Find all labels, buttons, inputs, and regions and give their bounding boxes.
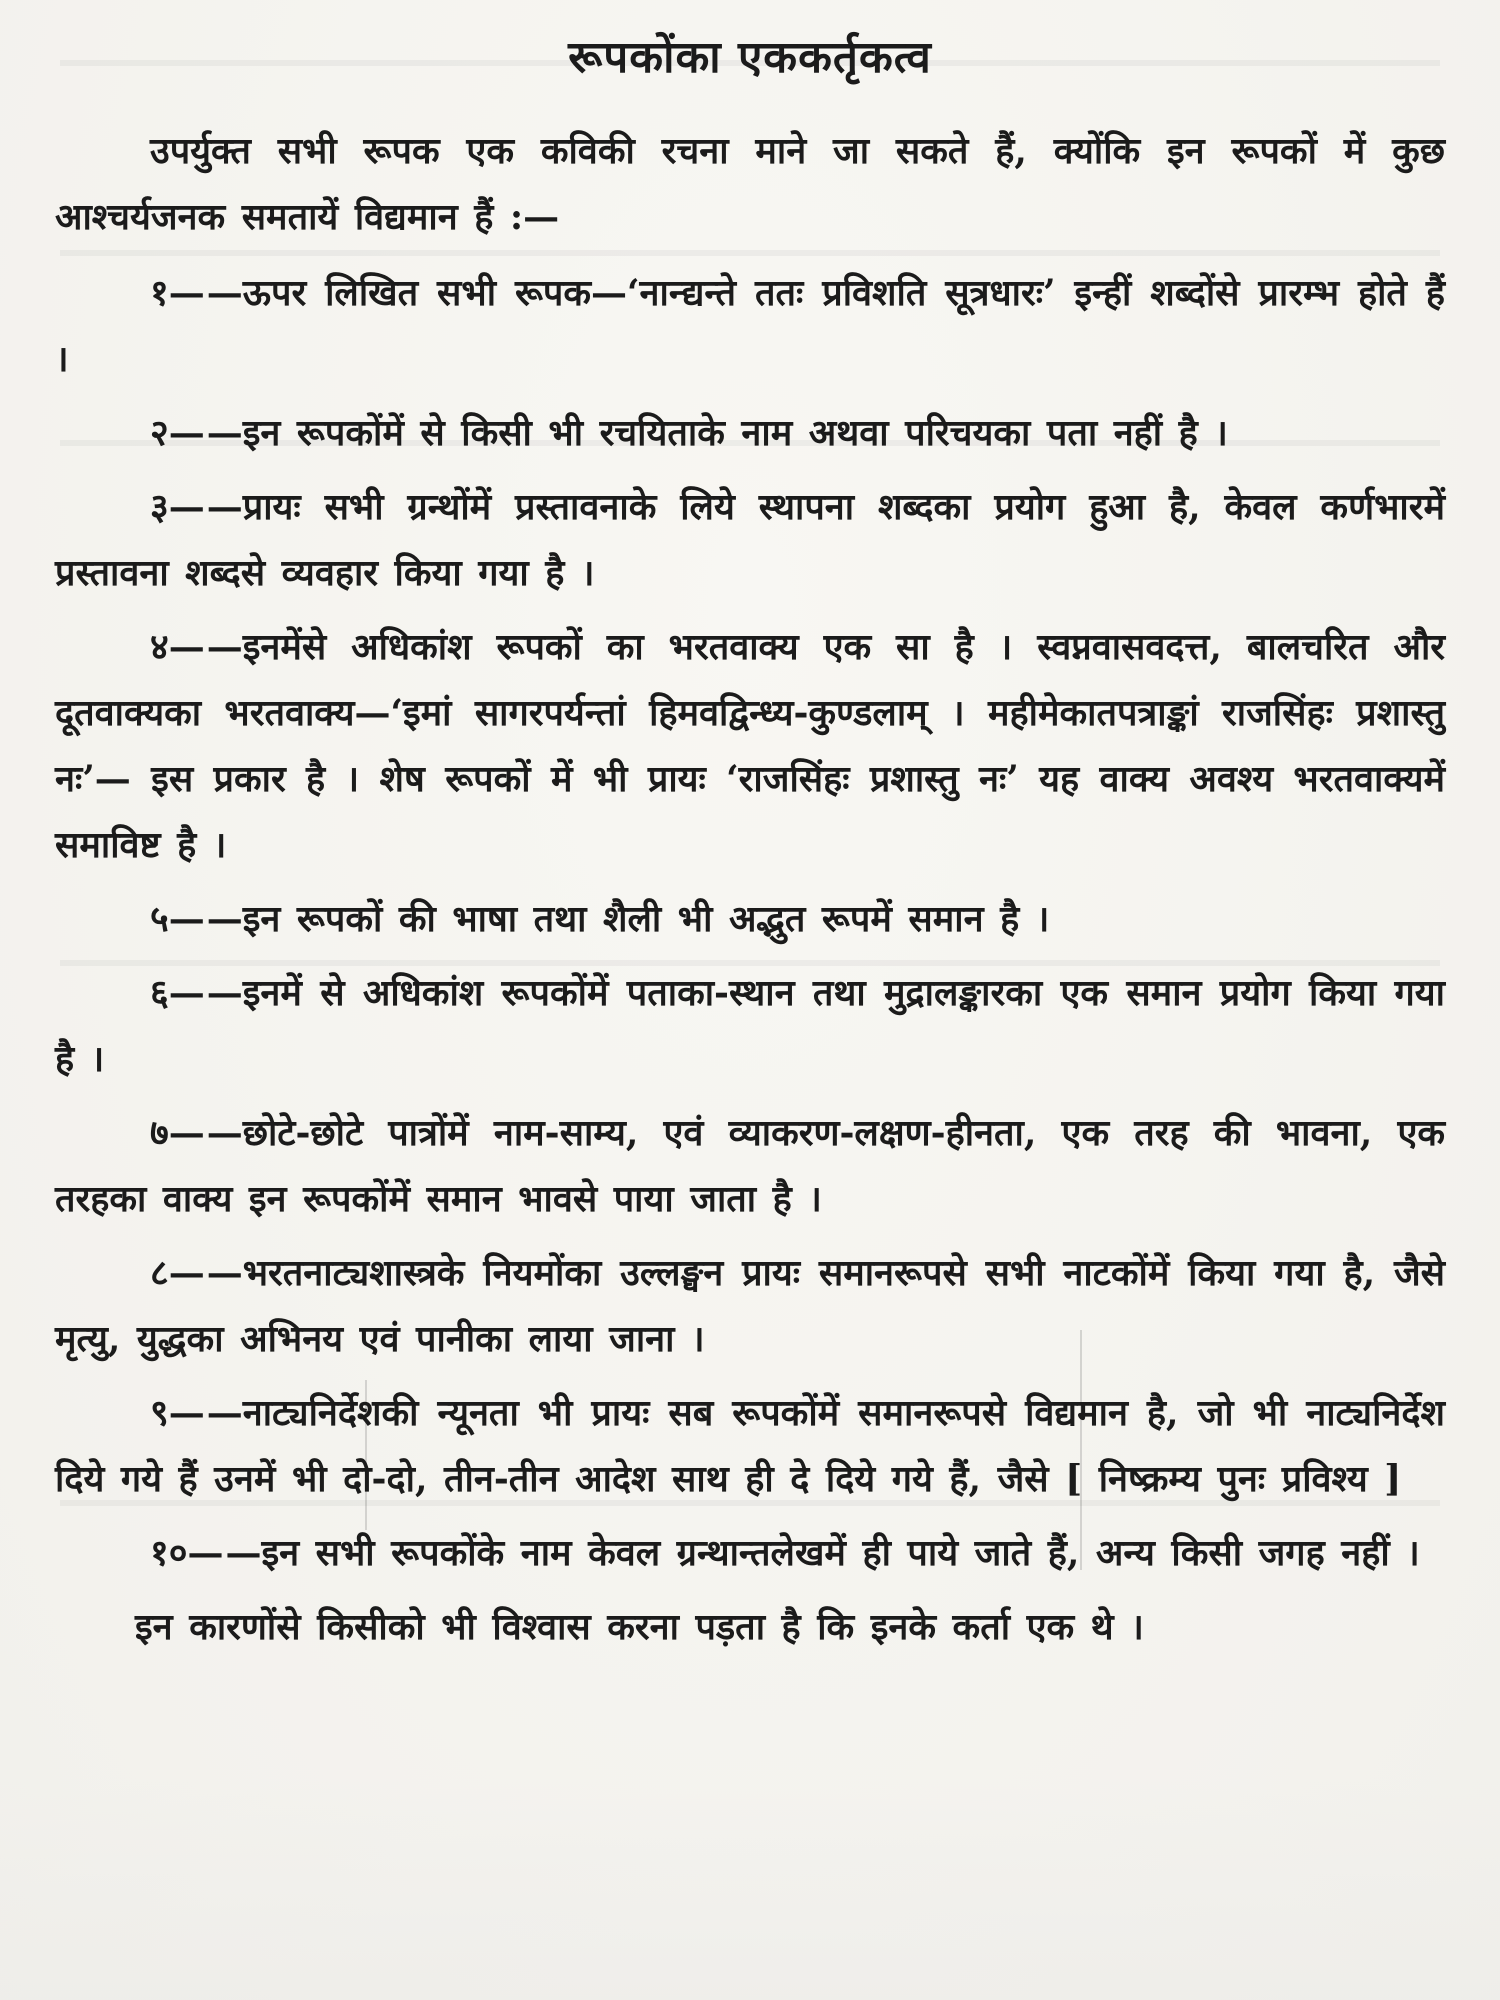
item-text: —इन रूपकों की भाषा तथा शैली भी अद्भुत रूपमें समान है । xyxy=(206,898,1050,940)
list-item xyxy=(55,614,1445,878)
list-item xyxy=(55,1380,1445,1512)
item-text: —भरतनाट्यशास्त्रके नियमोंका उल्लङ्घन प्रायः समानरूपसे सभी नाटकोंमें किया गया है, जैसे मृत्यु, युद्धका अभिनय एवं पानीका लाया जाना । xyxy=(55,1252,1445,1360)
item-number: ८— xyxy=(150,1252,205,1294)
item-number: ५— xyxy=(150,898,205,940)
item-number: ७— xyxy=(150,1112,205,1154)
item-text: —इनमें से अधिकांश रूपकोंमें पताका-स्थान तथा मुद्रालङ्कारका एक समान प्रयोग किया गया है । xyxy=(55,972,1445,1080)
list-item xyxy=(55,1100,1445,1232)
item-number: ४— xyxy=(150,626,205,668)
item-text: —इन रूपकोंमें से किसी भी रचयिताके नाम अथवा परिचयका पता नहीं है । xyxy=(206,412,1228,454)
page-bottom-fade xyxy=(0,1780,1500,2000)
item-text: —प्रायः सभी ग्रन्थोंमें प्रस्तावनाके लिये स्थापना शब्दका प्रयोग हुआ है, केवल कर्णभारमें प्रस्तावना शब्दसे व्यवहार किया गया है । xyxy=(55,486,1445,594)
list-item xyxy=(55,960,1445,1092)
item-text: —इन सभी रूपकोंके नाम केवल ग्रन्थान्तलेखमें ही पाये जाते हैं, अन्य किसी जगह नहीं । xyxy=(225,1532,1420,1574)
closing-paragraph: इन कारणोंसे किसीको भी विश्वास करना पड़ता है कि इनके कर्ता एक थे । xyxy=(135,1606,1144,1648)
list-item xyxy=(55,474,1445,606)
item-number: ९— xyxy=(150,1392,205,1434)
item-text: —नाट्यनिर्देशकी न्यूनता भी प्रायः सब रूपकोंमें समानरूपसे विद्यमान है, जो भी नाट्यनिर्देश दिये गये हैं उनमें भी दो-दो, तीन-तीन आदेश साथ ही दे दिये गये हैं, जैसे [ निष्क्रम्य पुनः प्रविश्य ] xyxy=(55,1392,1445,1500)
intro-paragraph: उपर्युक्त सभी रूपक एक कविकी रचना माने जा सकते हैं, क्योंकि इन रूपकों में कुछ आश्चर्यजनक समतायें विद्यमान हैं :— xyxy=(55,130,1445,238)
list-item xyxy=(55,260,1445,392)
page-title: रूपकोंका एककर्तृकत्व xyxy=(568,32,932,83)
list-item xyxy=(55,1520,1445,1586)
item-text: —इनमेंसे अधिकांश रूपकों का भरतवाक्य एक सा है । स्वप्नवासवदत्त, बालचरित और दूतवाक्यका भरतवाक्य—‘इमां सागरपर्यन्तां हिमवद्विन्ध्य-कुण्डलाम् । महीमेकातपत्राङ्कां राजसिंहः प्रशास्तु नः’— इस प्रकार है । शेष रूपकों में भी प्रायः ‘राजसिंहः प्रशास्तु नः’ यह वाक्य अवश्य भरतवाक्यमें समाविष्ट है । xyxy=(55,626,1445,866)
item-number: ६— xyxy=(150,972,205,1014)
item-text: —ऊपर लिखित सभी रूपक—‘नान्द्यन्ते ततः प्रविशति सूत्रधारः’ इन्हीं शब्दोंसे प्रारम्भ होते हैं । xyxy=(55,272,1445,380)
list-item xyxy=(55,400,1445,466)
item-number: १— xyxy=(150,272,205,314)
item-text: —छोटे-छोटे पात्रोंमें नाम-साम्य, एवं व्याकरण-लक्षण-हीनता, एक तरह की भावना, एक तरहका वाक्य इन रूपकोंमें समान भावसे पाया जाता है । xyxy=(55,1112,1445,1220)
list-item xyxy=(55,1240,1445,1372)
item-number: ३— xyxy=(150,486,205,528)
item-number: २— xyxy=(150,412,205,454)
list-item xyxy=(55,886,1445,952)
item-number: १०— xyxy=(150,1532,224,1574)
document-body xyxy=(55,28,1445,1670)
